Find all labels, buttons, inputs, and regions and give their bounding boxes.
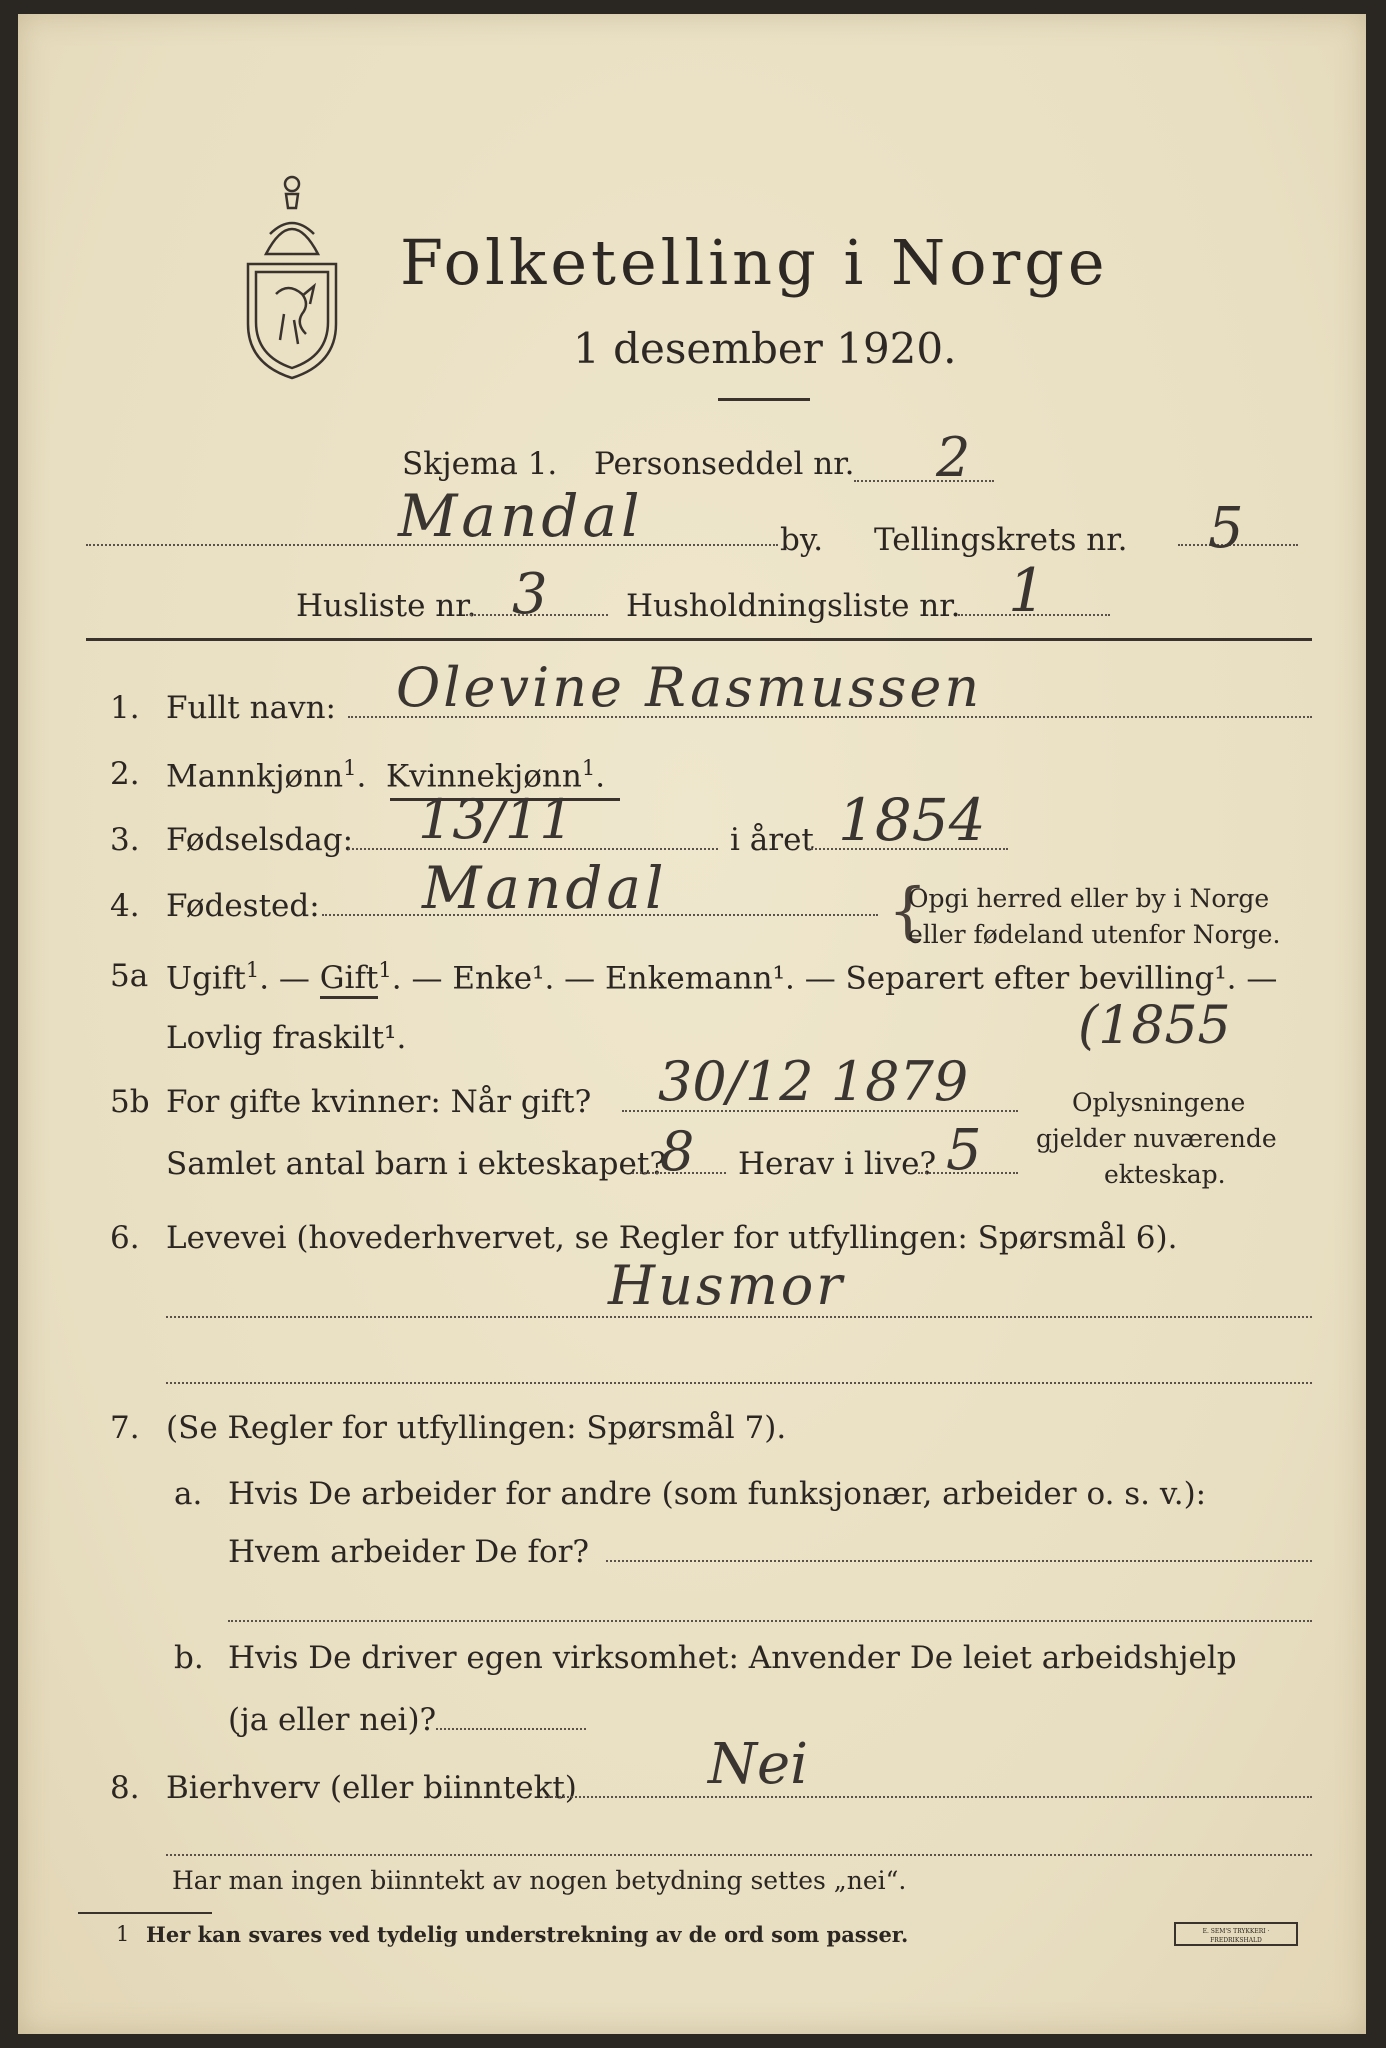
q4-number: 4. [110, 888, 140, 924]
q1-number: 1. [110, 690, 140, 726]
q7b-answer-line[interactable] [436, 1728, 586, 1730]
nei-note: Har man ingen biinntekt av nogen betydning settes „nei“. [172, 1866, 907, 1895]
q6-line2 [166, 1382, 1312, 1384]
section-divider [86, 638, 1312, 641]
census-date: 1 desember 1920. [573, 324, 957, 373]
q2-female-option[interactable]: Kvinnekjønn$^1$. [386, 756, 606, 795]
q8-line2 [166, 1854, 1312, 1856]
q7b-line2: (ja eller nei)? [228, 1702, 437, 1738]
coat-of-arms-icon [236, 164, 348, 382]
place-line [86, 544, 778, 546]
q7a-answer-line[interactable] [606, 1560, 1312, 1562]
husliste-value[interactable]: 3 [512, 562, 548, 627]
title-divider [718, 398, 810, 401]
husholdning-label: Husholdningsliste nr. [626, 588, 961, 624]
q7a-answer-line2[interactable] [228, 1620, 1312, 1622]
q4-birthplace[interactable]: Mandal [422, 854, 668, 922]
husholdning-value[interactable]: 1 [1008, 556, 1047, 626]
q5b-note-line1: Oplysningene [1072, 1088, 1246, 1117]
form-title: Folketelling i Norge [400, 226, 1109, 299]
q5b-alive-label: Herav i live? [738, 1146, 937, 1182]
q5a-options[interactable]: Ugift$^1$. — Gift$^1$. — Enke¹. — Enkemann¹. — Separert efter bevilling¹. — [166, 958, 1277, 996]
q6-number: 6. [110, 1220, 140, 1256]
q5b-label: For gifte kvinner: Når gift? [166, 1084, 592, 1120]
q7a-line1: Hvis De arbeider for andre (som funksjonær, arbeider o. s. v.): [228, 1476, 1207, 1512]
q1-label: Fullt navn: [166, 690, 336, 726]
q5a-ugift[interactable]: Ugift [166, 960, 246, 997]
q6-occupation[interactable]: Husmor [608, 1254, 846, 1317]
q5b-married-date[interactable]: 30/12 1879 [658, 1050, 969, 1113]
personseddel-value[interactable]: 2 [936, 426, 971, 489]
q3-birthdate[interactable]: 13/11 [418, 788, 574, 851]
census-form-sheet [18, 14, 1366, 2034]
q8-number: 8. [110, 1770, 140, 1806]
q5b-alive-value[interactable]: 5 [946, 1118, 982, 1183]
q8-line [548, 1796, 1312, 1798]
q5a-line2[interactable]: Lovlig fraskilt¹. [166, 1020, 407, 1056]
q5b-children-value[interactable]: 8 [660, 1120, 695, 1183]
q8-label: Bierhverv (eller biinntekt) [166, 1770, 577, 1806]
personseddel-label: Personseddel nr. [594, 446, 855, 482]
q6-line1 [166, 1316, 1312, 1318]
q5a-gift[interactable]: Gift [320, 960, 379, 999]
q4-label: Fødested: [166, 888, 320, 924]
q5b-note-line2: gjelder nuværende [1036, 1124, 1277, 1153]
q2-number: 2. [110, 756, 140, 792]
q5b-number: 5b [110, 1084, 150, 1120]
footnote-text: Her kan svares ved tydelig understrekning av de ord som passer. [146, 1922, 909, 1947]
husliste-label: Husliste nr. [296, 588, 477, 624]
q6-label: Levevei (hovederhvervet, se Regler for utfyllingen: Spørsmål 6). [166, 1220, 1178, 1256]
q4-note-brace: { [888, 874, 928, 947]
q7-number: 7. [110, 1410, 140, 1446]
personseddel-line [854, 480, 994, 482]
footnote-divider [78, 1912, 212, 1914]
q5a-number: 5a [110, 958, 149, 994]
footnote-mark: 1 [116, 1922, 130, 1946]
q7-label: (Se Regler for utfyllingen: Spørsmål 7). [166, 1410, 787, 1446]
q5a-margin-note: (1855 [1078, 996, 1231, 1056]
tellingskrets-label: Tellingskrets nr. [874, 522, 1128, 558]
tellingskrets-value[interactable]: 5 [1208, 496, 1244, 561]
skjema-label: Skjema 1. [402, 446, 558, 482]
q8-value[interactable]: Nei [708, 1732, 809, 1797]
q2-male-option[interactable]: Mannkjønn$^1$. [166, 756, 367, 795]
q7b-number: b. [174, 1640, 204, 1676]
by-label: by. [780, 522, 824, 558]
q1-full-name[interactable]: Olevine Rasmussen [396, 656, 983, 719]
q3-year-label: i året [730, 822, 814, 858]
q7a-line2: Hvem arbeider De for? [228, 1534, 590, 1570]
q5a-other-options[interactable]: — Enke¹. — Enkemann¹. — Separert efter bevilling¹. — [411, 960, 1278, 997]
q3-label: Fødselsdag: [166, 822, 354, 858]
q7b-line1: Hvis De driver egen virksomhet: Anvender De leiet arbeidshjelp [228, 1640, 1237, 1676]
q5b-note-line3: ekteskap. [1104, 1160, 1226, 1189]
q4-note-line1: Opgi herred eller by i Norge [908, 884, 1270, 913]
q7a-number: a. [174, 1476, 203, 1512]
q5b-children-label: Samlet antal barn i ekteskapet? [166, 1146, 666, 1182]
q3-birth-year[interactable]: 1854 [838, 786, 986, 854]
q3-number: 3. [110, 822, 140, 858]
printer-stamp: E. SEM'S TRYKKERI · FREDRIKSHALD [1174, 1922, 1298, 1946]
place-value[interactable]: Mandal [398, 482, 644, 550]
q4-note-line2: eller fødeland utenfor Norge. [908, 920, 1281, 949]
